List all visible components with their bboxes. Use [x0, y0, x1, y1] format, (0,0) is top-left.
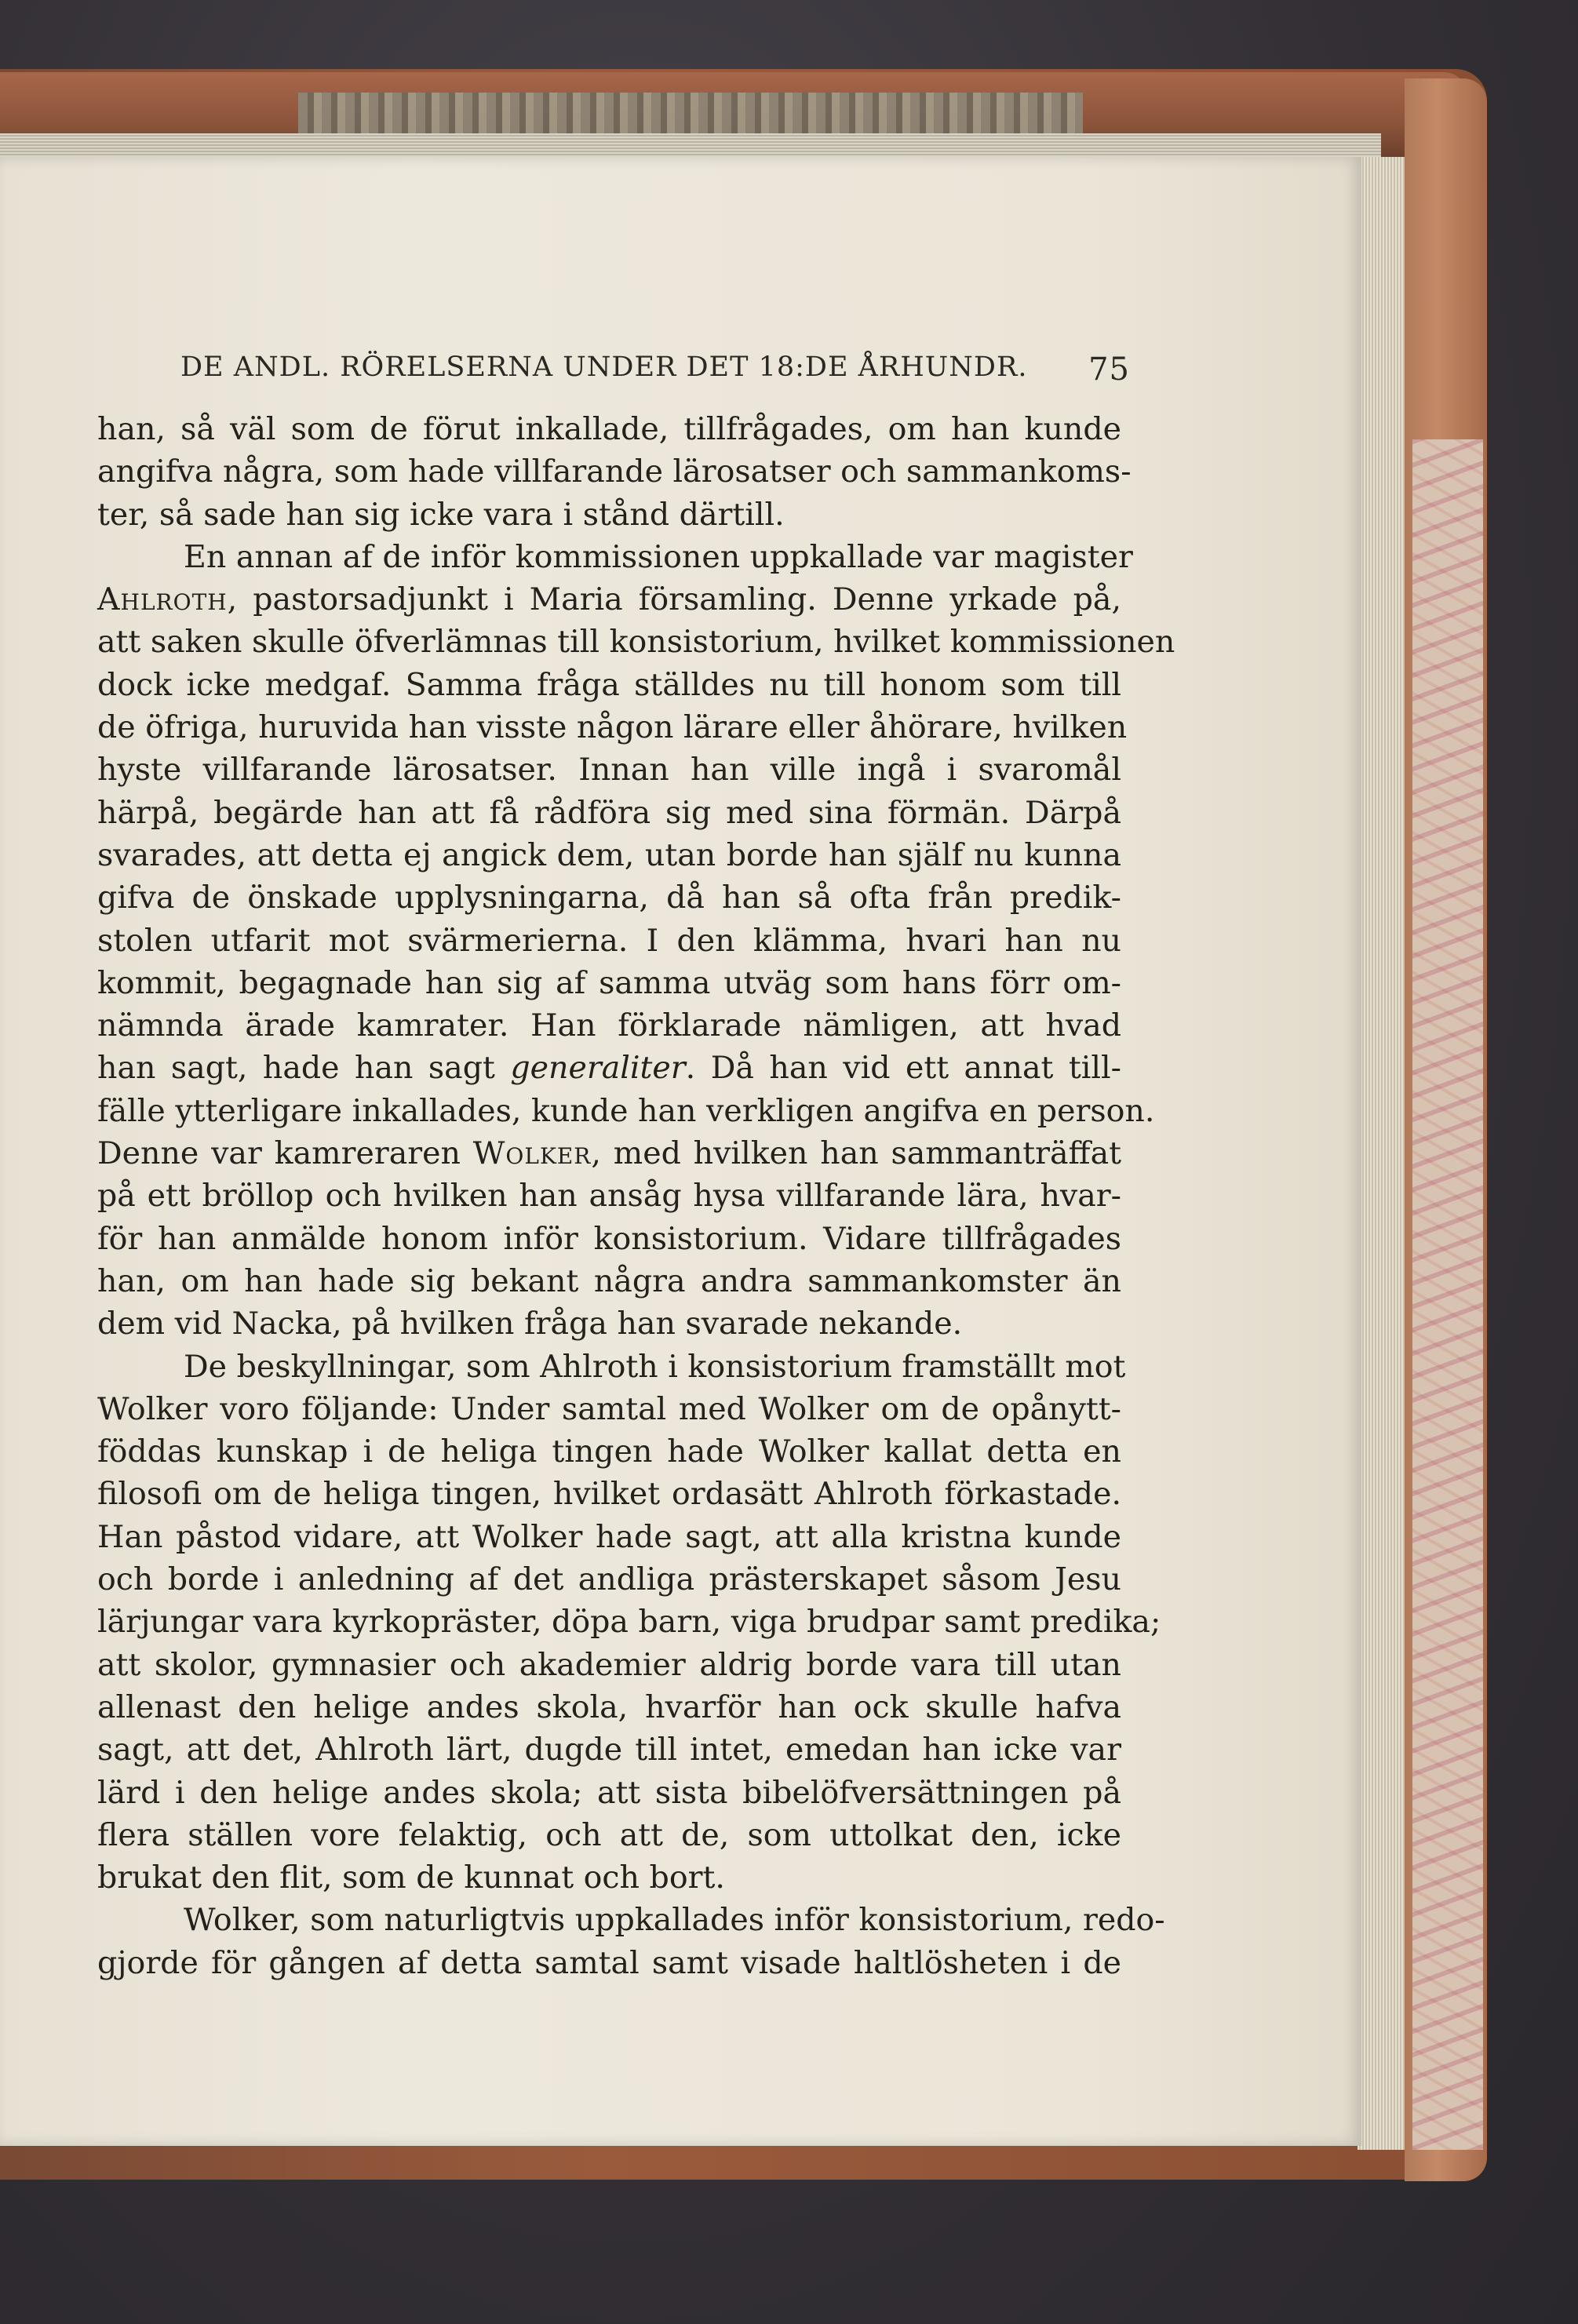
text-line [97, 834, 1121, 876]
text-run: gjorde för gången af detta samtal samt visade haltlösheten i de [97, 1944, 1121, 1981]
text-run: svarades, att detta ej angick dem, utan borde han själf nu kunna [97, 836, 1121, 873]
text-run: för han anmälde honom inför konsistorium. Vidare tillfrågades [97, 1220, 1121, 1257]
text-line [97, 792, 1121, 834]
text-run: flera ställen vore felaktig, och att de, som uttolkat den, icke [97, 1816, 1121, 1853]
page-number: 75 [1088, 352, 1130, 388]
text-run: De beskyllningar, som Ahlroth i konsistorium framställt mot [184, 1348, 1126, 1385]
text-run: lärd i den helige andes skola; att sista bibelöfversättningen på [97, 1774, 1121, 1811]
text-line [97, 1644, 1121, 1686]
text-line [97, 1899, 1165, 1941]
text-run: dem vid Nacka, på hvilken fråga han svarade nekande. [97, 1306, 963, 1342]
text-run: Han påstod vidare, att Wolker hade sagt, att alla kristna kunde [97, 1518, 1121, 1555]
text-run: föddas kunskap i de heliga tingen hade Wolker kallat detta en [97, 1433, 1121, 1470]
text-run: Wolker voro följande: Under samtal med Wolker om de opånytt- [97, 1390, 1121, 1427]
text-run: brukat den flit, som de kunnat och bort. [97, 1860, 725, 1896]
text-line [97, 1132, 1121, 1175]
text-line [97, 1728, 1121, 1771]
text-line [97, 621, 1175, 663]
text-line [97, 1004, 1121, 1047]
text-line [97, 1090, 1155, 1132]
text-line [97, 1346, 1126, 1388]
text-line [97, 1302, 1121, 1345]
text-run: ter, så sade han sig icke vara i stånd därtill. [97, 496, 785, 533]
text-run: han, om han hade sig bekant några andra sammankomster än [97, 1262, 1121, 1299]
text-line [97, 450, 1132, 493]
text-run: att skolor, gymnasier och akademier aldrig borde vara till utan [97, 1646, 1121, 1683]
text-run: filosofi om de heliga tingen, hvilket ordasätt Ahlroth förkastade. [97, 1476, 1121, 1513]
text-line [97, 1601, 1161, 1643]
name-small-caps: Wolker [472, 1135, 592, 1172]
text-line [97, 494, 1121, 536]
text-run: lärjungar vara kyrkopräster, döpa barn, viga brudpar samt predika; [97, 1604, 1161, 1641]
text-line [97, 1388, 1121, 1430]
text-line [97, 1218, 1121, 1260]
text-run: sagt, att det, Ahlroth lärt, dugde till intet, emedan han icke var [97, 1732, 1121, 1768]
text-run: på ett bröllop och hvilken han ansåg hysa villfarande lära, hvar- [97, 1178, 1121, 1215]
text-line [97, 536, 1133, 578]
page-block-right-edge [1358, 157, 1405, 2150]
text-run: kommit, begagnade han sig af samma utväg som hans förr om- [97, 964, 1121, 1001]
marbled-endpaper [1412, 439, 1483, 2150]
text-run: Denne var kamreraren [97, 1135, 473, 1172]
text-line [97, 1856, 1121, 1899]
text-run: dock icke medgaf. Samma fråga ställdes nu till honom som till [97, 666, 1121, 703]
text-run: Wolker, som naturligtvis uppkallades inför konsistorium, redo- [184, 1902, 1165, 1939]
body-text [97, 408, 1175, 1984]
text-line [97, 1175, 1121, 1217]
text-run: de öfriga, huruvida han visste någon lärare eller åhörare, hvilken [97, 709, 1128, 746]
text-line [97, 920, 1121, 962]
text-run: stolen utfarit mot svärmerierna. I den klämma, hvari han nu [97, 922, 1121, 959]
text-line [97, 1047, 1121, 1089]
text-run: hyste villfarande lärosatser. Innan han ville ingå i svaromål [97, 752, 1121, 789]
text-run: och borde i anledning af det andliga prästerskapet såsom Jesu [97, 1561, 1121, 1598]
text-line [97, 1814, 1121, 1856]
text-line [97, 1942, 1121, 1984]
text-run: En annan af de inför kommissionen uppkallade var magister [184, 538, 1133, 575]
text-line [97, 1686, 1121, 1728]
text-run: . Då han vid ett annat till- [685, 1050, 1121, 1087]
text-line [97, 1516, 1121, 1558]
text-line [97, 706, 1128, 749]
text-line [97, 1558, 1121, 1601]
text-run: fälle ytterligare inkallades, kunde han verkligen angifva en person. [97, 1092, 1155, 1129]
text-run: allenast den helige andes skola, hvarför han ock skulle hafva [97, 1688, 1121, 1725]
text-run: , med hvilken han sammanträffat [591, 1135, 1121, 1172]
text-run: angifva några, som hade villfarande lärosatser och sammankoms- [97, 454, 1132, 490]
text-line [97, 1430, 1121, 1473]
text-line [97, 876, 1121, 919]
text-line [97, 1260, 1121, 1302]
text-run: härpå, begärde han att få rådföra sig med sina förmän. Därpå [97, 794, 1121, 831]
running-title: DE ANDL. RÖRELSERNA UNDER DET 18:DE ÅRHUNDR. [180, 352, 1028, 383]
text-line [97, 578, 1121, 621]
text-run: gifva de önskade upplysningarna, då han så ofta från predik- [97, 880, 1121, 916]
text-line [97, 749, 1121, 791]
cover-decorative-band [298, 93, 1083, 140]
text-run: han, så väl som de förut inkallade, tillfrågades, om han kunde [97, 411, 1121, 447]
text-run: han sagt, hade han sagt [97, 1050, 511, 1087]
italic-word: generaliter [510, 1050, 686, 1087]
text-run: nämnda ärade kamrater. Han förklarade nämligen, att hvad [97, 1007, 1121, 1044]
text-line [97, 664, 1121, 706]
text-run: att saken skulle öfverlämnas till konsistorium, hvilket kommissionen [97, 624, 1175, 661]
text-run: , pastorsadjunkt i Maria församling. Denne yrkade på, [227, 581, 1121, 618]
text-line [97, 962, 1121, 1004]
text-line [97, 1772, 1121, 1814]
text-line [97, 408, 1121, 450]
text-line [97, 1473, 1121, 1515]
name-small-caps: Ahlroth [97, 581, 228, 618]
